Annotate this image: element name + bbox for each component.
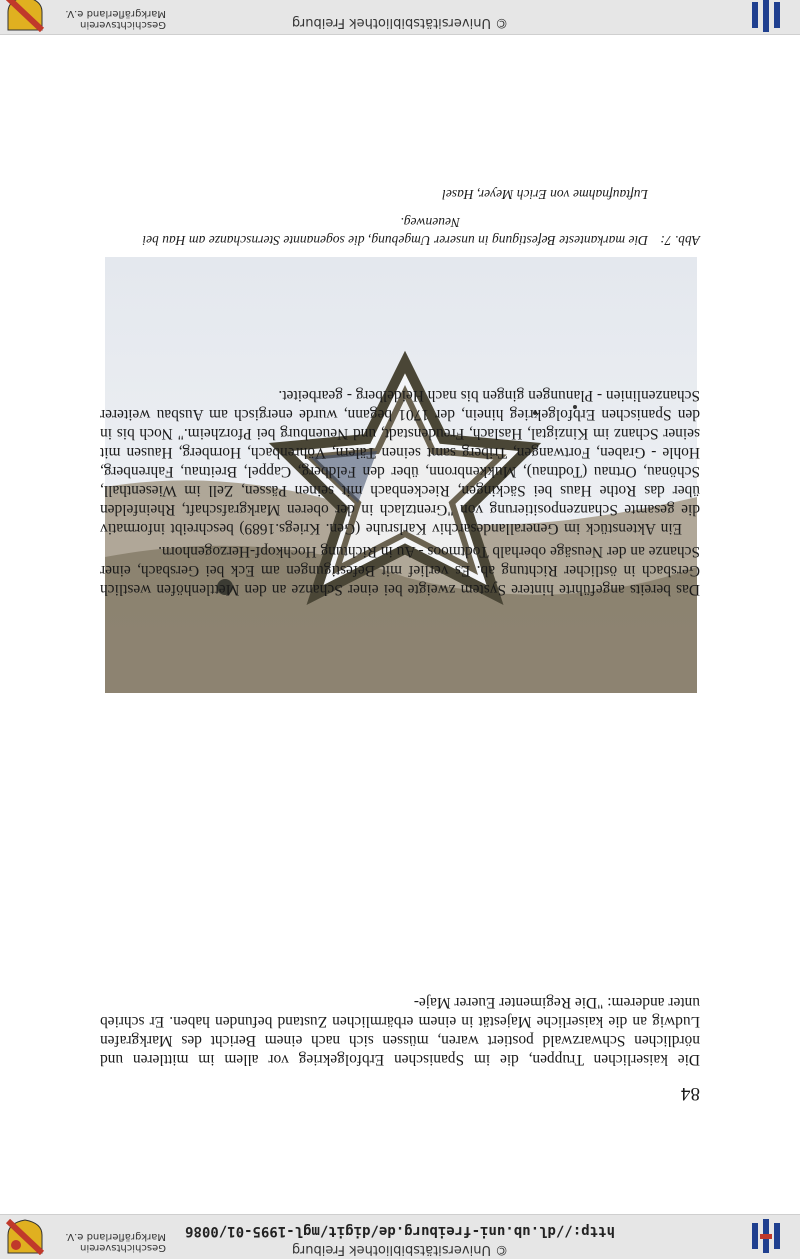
paragraph: Das bereits angeführte hintere System zweigte bei einer Schanze an den Mettlenhöfen westlich Gersbach in östlicher Richtung ab. Es verlief mit Befestigungen am Eck bei Gersbach, einer Schanze an der Neusäge oberhalb Todtmoos - Au in Richtung Hochkopf-Herzogenhorn. (100, 543, 700, 598)
page-number: 84 (681, 1083, 700, 1104)
figure-caption (100, 185, 700, 249)
copyright-text: © Universitätsbibliothek Freiburg (291, 1242, 509, 1257)
paragraph: Ein Aktenstück im Generallandesarchiv Karlsruhe (Gen. Kriegs.1689) beschreibt informativ die gesamte Schanzenpositierung von "Grentzlach in der oberen Markgrafschaft, Rheinfelden über das Rothe Haus bei Säckingen, Rieckenbach mit seinen Pässen, Zell im Wiesenthall, Schönau, Ortnau (Todtnau), Mukkenbronn, über den Feldberg, Cappel, Breitnau, Fahrenberg, Hohle - Graben, Fortwangen, Triberg samt seinen Tälern, Vöhrenbach, Hornberg, Hausen mit seiner Schanz im Kinzigtal, Haslach, Freudenstadt, und Neuenburg bei Pforzheim." Noch bis in den Spanischen Erbfolgekrieg hinein, der 1701 begann, wurde energisch am Ausbau weiterer Schanzenlinien - Planungen gingen bis nach Heidelberg - gearbeitet. (100, 387, 700, 537)
society-crest-icon (6, 0, 44, 32)
paragraph: Die kaiserlichen Truppen, die im Spanischen Erbfolgekrieg vor allem im mittleren und nördlichen Schwarzwald postiert waren, müssen sich nach einem Bericht des Markgrafen Ludwig an die kaiserliche Majestät in einem erbärmlichen Zustand befunden haben. Er schrieb unter anderem: "Die Regimenter Euerer Maje- (100, 994, 700, 1068)
figure-number: Abb. 7: (660, 233, 700, 248)
caption-text-continued: Neuenweg. (400, 215, 460, 230)
body-text-paragraphs (100, 382, 700, 599)
footer-copyright: © Universitätsbibliothek Freiburg (291, 15, 509, 30)
photo-credit: Luftaufnahme von Erich Meyer, Hasel (442, 187, 648, 202)
footer-society-name: Geschichtsverein Markgräflerland e.V. (65, 8, 166, 30)
footer-bar (0, 0, 800, 35)
body-text (100, 989, 700, 1069)
caption-text: Die markanteste Befestigung in unserer Umgebung, die sogenannte Sternschanze am Hau bei (142, 233, 648, 248)
document-url[interactable]: http://dl.ub.uni-freiburg.de/digit/mgl-1995-01/0086 (185, 1223, 615, 1239)
society-name: Geschichtsverein Markgräflerland e.V. (65, 1231, 166, 1253)
society-crest-icon (6, 1219, 44, 1255)
header-bar (0, 1214, 800, 1259)
